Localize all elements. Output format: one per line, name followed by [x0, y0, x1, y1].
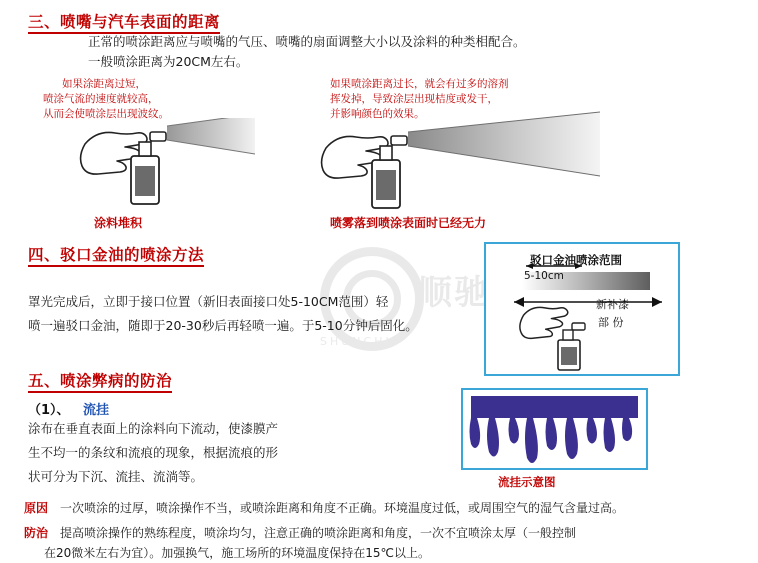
section-4-panel-label-line-2: 部 份: [598, 316, 624, 329]
section-5-body-line-2: 生不均一的条纹和流痕的现象，根据流痕的形: [28, 445, 279, 460]
section-3-right-note-line-3: 并影响颜色的效果。: [330, 108, 425, 120]
section-3-left-note-line-2: 喷涂气流的速度就较高，: [43, 93, 159, 105]
section-3-body-line-2: 一般喷涂距离为20CM左右。: [88, 54, 249, 69]
remedy-tag: 防治: [24, 526, 49, 540]
section-5-item-number: （1）、: [28, 403, 70, 418]
section-3-left-caption: 涂料堆积: [94, 216, 143, 230]
section-3-body-line-1: 正常的喷涂距离应与喷嘴的气压、喷嘴的扇面调整大小以及涂料的种类相配合。: [88, 34, 526, 49]
remedy-text-line-1: 提高喷涂操作的熟练程度，喷涂均匀，注意正确的喷涂距离和角度，一次不宜喷涂太厚（一般控制: [60, 526, 577, 540]
section-4-panel-dimension: 5-10cm: [524, 270, 564, 282]
section-5-body-line-1: 涂布在垂直表面上的涂料向下流动，使漆膜产: [28, 421, 279, 436]
sagging-illustration: [463, 390, 646, 468]
watermark-subtext: SHUNCHI: [320, 335, 392, 348]
section-4-panel-label-line-1: 新补漆: [596, 298, 629, 311]
section-3-left-note-line-3: 从而会使喷涂层出现波纹。: [43, 108, 169, 120]
section-4-body-line-1: 罩光完成后，立即于接口位置（新旧表面接口处5-10CM范围）轻: [28, 294, 389, 309]
cause-text: 一次喷涂的过厚，喷涂操作不当，或喷涂距离和角度不正确。环境温度过低，或周围空气的湿气含量过高。: [60, 501, 625, 515]
short-distance-spray-diagram: [55, 118, 305, 218]
watermark-text: 顺驰: [418, 273, 490, 313]
section-4-panel: [484, 242, 680, 376]
section-4-body-line-2: 喷一遍驳口金油，随即于20-30秒后再轻喷一遍。于5-10分钟后固化。: [28, 318, 418, 333]
section-5-heading: 五、喷涂弊病的防治: [28, 369, 172, 391]
section-5-body-line-3: 状可分为下沉、流挂、流淌等。: [28, 469, 204, 484]
cause-tag: 原因: [24, 501, 49, 515]
section-3-right-note-line-2: 挥发掉，导致涂层出现桔度或发干，: [330, 93, 498, 105]
sagging-figure-panel: [461, 388, 648, 470]
section-3-heading: 三、喷嘴与汽车表面的距离: [28, 10, 220, 32]
section-4-panel-title: 驳口金油喷涂范围: [530, 253, 622, 267]
section-3-right-caption: 喷雾落到喷涂表面时已经无力: [330, 216, 487, 230]
sagging-figure-caption: 流挂示意图: [498, 475, 556, 489]
remedy-text-line-2: 在20微米左右为宜）。加强换气，施工场所的环境温度保持在15℃以上。: [44, 546, 431, 560]
section-5-item-title: 流挂: [83, 403, 110, 418]
section-3-right-note-line-1: 如果喷涂距离过长，就会有过多的溶剂: [330, 78, 509, 90]
long-distance-spray-diagram: [300, 110, 640, 220]
section-4-heading: 四、驳口金油的喷涂方法: [28, 243, 204, 265]
section-3-left-note-line-1: 如果涂距离过短，: [62, 78, 146, 90]
